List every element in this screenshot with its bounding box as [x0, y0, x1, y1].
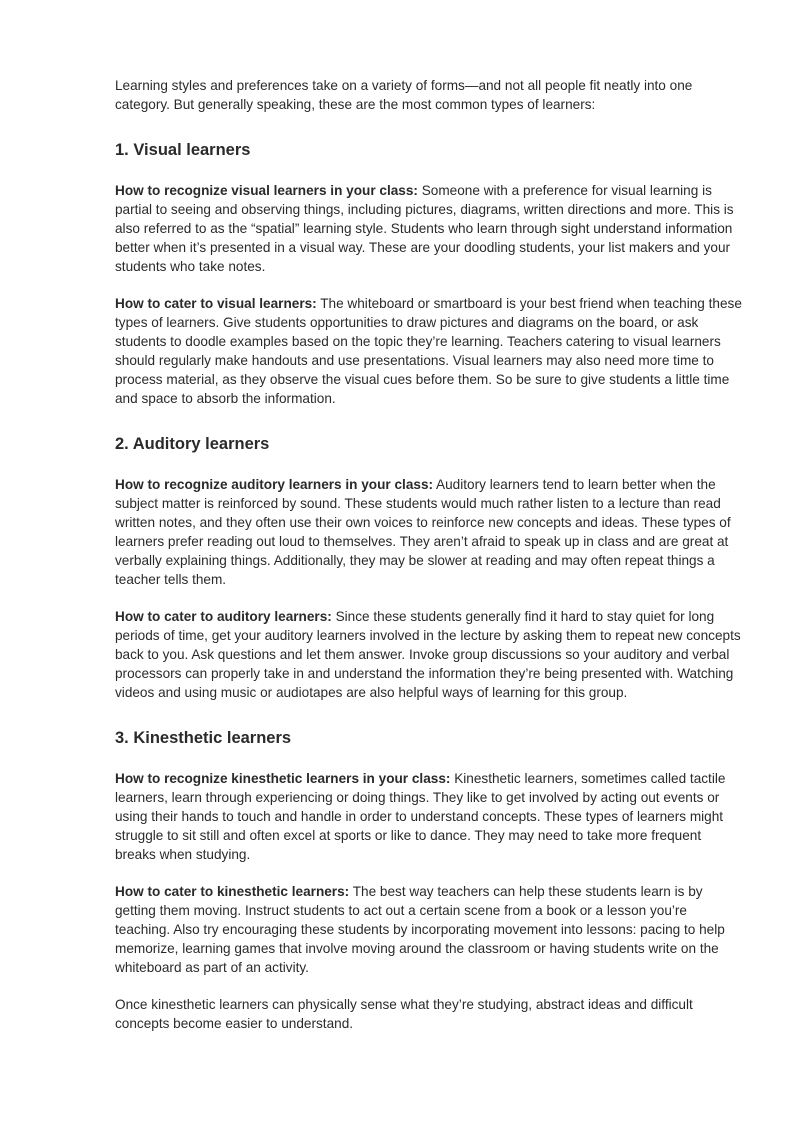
cater-text: The best way teachers can help these students learn is by getting them moving. Instruct students to act out a certain scene from a book or a lesson you’re teaching. Also try encouraging these students by incorporating movement into lessons: pacing to help memorize, learning games that involve moving around the classroom or having students write on the whiteboard as part of an activity.	[115, 884, 725, 975]
cater-label: How to cater to kinesthetic learners:	[115, 884, 350, 899]
closing-paragraph: Once kinesthetic learners can physically sense what they’re studying, abstract ideas and difficult concepts become easier to understand.	[115, 997, 693, 1031]
recognize-label: How to recognize visual learners in your class:	[115, 183, 418, 198]
cater-paragraph	[115, 294, 745, 408]
section-heading: 1. Visual learners	[115, 141, 251, 159]
recognize-text: Auditory learners tend to learn better when the subject matter is reinforced by sound. These students would much rather listen to a lecture than read written notes, and they often use their own voices to reinforce new concepts and ideas. These types of learners prefer reading out loud to themselves. They aren’t afraid to speak up in class and are great at verbally explaining things. Additionally, they may be slower at reading and may often repeat things a teacher tells them.	[115, 477, 731, 587]
recognize-paragraph	[115, 475, 745, 589]
recognize-label: How to recognize kinesthetic learners in your class:	[115, 771, 451, 786]
cater-text: Since these students generally find it hard to stay quiet for long periods of time, get your auditory learners involved in the lecture by asking them to repeat new concepts back to you. Ask questions and let them answer. Invoke group discussions so your auditory and verbal processors can properly take in and understand the information they’re being presented with. Watching videos and using music or audiotapes are also helpful ways of learning for this group.	[115, 609, 741, 700]
cater-paragraph	[115, 607, 745, 702]
recognize-text: Someone with a preference for visual learning is partial to seeing and observing things, including pictures, diagrams, written directions and more. This is also referred to as the “spatial” learning style. Students who learn through sight understand information better when it’s presented in a visual way. These are your doodling students, your list makers and your students who take notes.	[115, 183, 734, 274]
cater-text: The whiteboard or smartboard is your best friend when teaching these types of learners. Give students opportunities to draw pictures and diagrams on the board, or ask students to doodle examples based on the topic they’re learning. Teachers catering to visual learners should regularly make handouts and use presentations. Visual learners may also need more time to process material, as they observe the visual cues before them. So be sure to give students a little time and space to absorb the information.	[115, 296, 742, 406]
recognize-paragraph	[115, 181, 745, 276]
section-auditory-learners	[115, 433, 745, 702]
cater-paragraph	[115, 882, 745, 977]
intro-paragraph: Learning styles and preferences take on a variety of forms—and not all people fit neatly into one category. But generally speaking, these are the most common types of learners:	[115, 78, 693, 112]
section-kinesthetic-learners	[115, 727, 745, 977]
cater-label: How to cater to visual learners:	[115, 296, 317, 311]
recognize-text: Kinesthetic learners, sometimes called tactile learners, learn through experiencing or doing things. They like to get involved by acting out events or using their hands to touch and handle in order to understand concepts. These types of learners might struggle to sit still and often excel at sports or like to dance. They may need to take more frequent breaks when studying.	[115, 771, 726, 862]
cater-label: How to cater to auditory learners:	[115, 609, 332, 624]
section-visual-learners	[115, 139, 745, 408]
document-page	[115, 76, 745, 1033]
recognize-label: How to recognize auditory learners in your class:	[115, 477, 434, 492]
section-heading: 2. Auditory learners	[115, 435, 270, 453]
recognize-paragraph	[115, 769, 745, 864]
section-heading: 3. Kinesthetic learners	[115, 729, 292, 747]
